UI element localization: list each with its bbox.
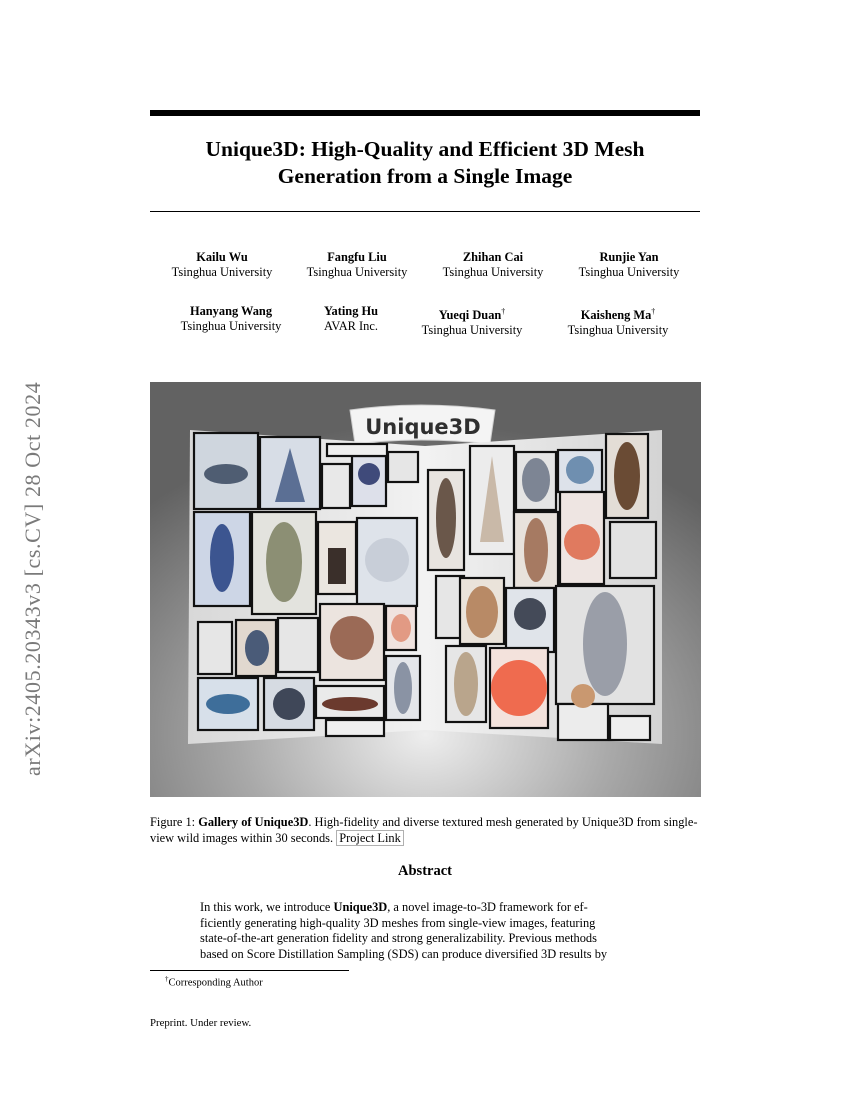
dagger-mark: † <box>501 307 506 316</box>
author-block <box>418 250 568 280</box>
title-line-2: Generation from a Single Image <box>277 164 573 188</box>
painting-girl-model <box>245 630 269 666</box>
display-frame <box>388 452 418 482</box>
abstract-line: based on Score Distillation Sampling (SDS) can produce diversified 3D results by <box>200 946 608 961</box>
mascot-model <box>358 463 380 485</box>
author-affiliation: Tsinghua University <box>567 323 669 338</box>
white-robot-model <box>522 458 550 502</box>
author-block <box>554 250 704 280</box>
floral-model <box>564 524 600 560</box>
chibi-model <box>514 598 546 630</box>
author-affiliation: Tsinghua University <box>421 323 523 338</box>
author-name: Kailu Wu <box>196 250 248 264</box>
droid-model <box>436 478 456 558</box>
author-affiliation: Tsinghua University <box>442 265 544 279</box>
author-affiliation: Tsinghua University <box>578 265 680 279</box>
author-affiliation: Tsinghua University <box>306 265 408 279</box>
author-name: Kaisheng Ma† <box>580 307 656 323</box>
caption-label: Figure 1: <box>150 815 196 829</box>
display-frame <box>610 522 656 578</box>
author-affiliation: Tsinghua University <box>180 319 282 333</box>
space-ranger-model <box>266 522 302 602</box>
author-block <box>147 250 297 280</box>
handbag-model <box>571 684 595 708</box>
author-name: Zhihan Cai <box>462 250 524 264</box>
footnote <box>165 975 263 989</box>
mask-model <box>330 616 374 660</box>
author-name: Yueqi Duan† <box>438 307 506 323</box>
armor-model <box>583 592 627 696</box>
display-frame <box>322 464 350 508</box>
ship-model <box>454 652 478 716</box>
dragon-model <box>491 660 547 716</box>
figure-caption <box>150 814 702 846</box>
preprint-note: Preprint. Under review. <box>150 1017 252 1029</box>
creature-model <box>566 456 594 484</box>
paper-title <box>150 136 700 190</box>
author-affiliation: AVAR Inc. <box>324 319 378 333</box>
banner-text: Unique3D <box>365 415 481 439</box>
display-frame <box>558 704 608 740</box>
spaceship-model <box>204 464 248 484</box>
caption-text: . High-fidelity and diverse textured mesh generated by Unique3D from single-view wild images within 30 seconds. <box>150 815 698 845</box>
author-block <box>282 250 432 280</box>
groot-model <box>614 442 640 510</box>
display-frame <box>327 444 387 456</box>
title-rule-top <box>150 110 700 116</box>
robot-model <box>210 524 234 592</box>
footnote-text: Corresponding Author <box>168 977 263 989</box>
title-line-1: Unique3D: High-Quality and Efficient 3D Mesh <box>205 137 645 161</box>
author-name: Hanyang Wang <box>189 304 273 318</box>
dolphin-model <box>206 694 250 714</box>
perfume-bottle-model <box>328 548 346 584</box>
display-frame <box>278 618 318 672</box>
author-name: Fangfu Liu <box>327 250 387 264</box>
project-link[interactable]: Project Link <box>336 830 404 846</box>
abstract-line: state-of-the-art generation fidelity and strong generalizability. Previous methods <box>200 931 597 946</box>
footnote-mark: † <box>165 975 169 983</box>
display-frame <box>610 716 650 740</box>
gallery-figure <box>150 382 701 797</box>
display-frame <box>198 622 232 674</box>
race-car-model <box>322 697 378 711</box>
bunny-model <box>391 614 411 642</box>
abstract-heading: Abstract <box>398 863 452 879</box>
author-block <box>543 304 693 338</box>
dagger-mark: † <box>651 307 656 316</box>
dog-figure-model <box>466 586 498 638</box>
author-block <box>397 304 547 338</box>
title-rule-bottom <box>150 211 700 212</box>
humanoid-robot-model <box>394 662 412 714</box>
abstract-line: In this work, we introduce Unique3D, a novel image-to-3D framework for ef- <box>200 900 588 914</box>
author-name: Yating Hu <box>323 304 379 318</box>
girl-figure-model <box>524 518 548 582</box>
arxiv-identifier: arXiv:2405.20343v3 [cs.CV] 28 Oct 2024 <box>20 381 45 776</box>
abstract-body <box>200 900 652 962</box>
author-affiliation: Tsinghua University <box>171 265 273 279</box>
display-frame <box>326 720 384 736</box>
doll-head-model <box>365 538 409 582</box>
orb-robot-model <box>273 688 305 720</box>
abstract-line: ficiently generating high-quality 3D meshes from single-view images, featuring <box>200 915 596 930</box>
author-name: Runjie Yan <box>599 250 659 264</box>
caption-bold: Gallery of Unique3D <box>198 815 309 829</box>
footnote-rule <box>150 970 349 971</box>
